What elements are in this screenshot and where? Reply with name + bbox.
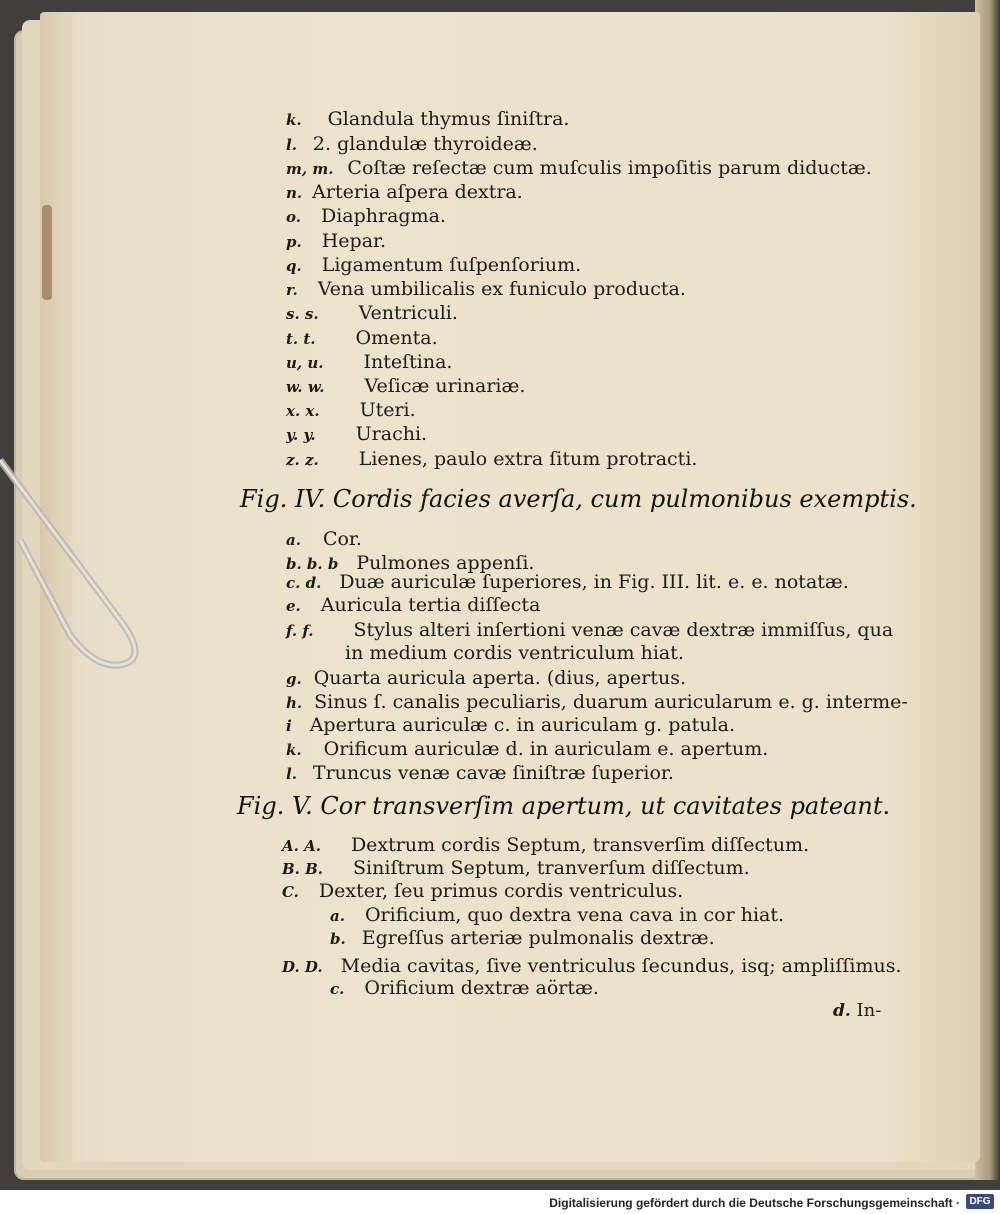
- entry-line: [286, 327, 438, 350]
- entry-line: [286, 423, 427, 446]
- entry-text: Cor.: [322, 528, 362, 550]
- entry-text: Orificum auriculæ d. in auriculam e. apertum.: [323, 738, 769, 760]
- entry-line: [286, 667, 686, 690]
- entry-label: l.: [286, 136, 297, 154]
- entry-text: Urachi.: [355, 423, 428, 445]
- dfg-logo: DFG: [966, 1194, 994, 1209]
- entry-label: s. s.: [286, 305, 319, 323]
- entry-line: [286, 399, 416, 422]
- entry-text: Uteri.: [359, 399, 416, 421]
- entry-text: Duæ auriculæ ſuperiores, in Fig. III. lit. e. e. notatæ.: [339, 571, 849, 593]
- entry-line: [286, 714, 735, 737]
- entry-text: Auricula tertia diſſecta: [320, 594, 541, 616]
- entry-text: Quarta auricula aperta. (dius, apertus.: [313, 667, 687, 689]
- entry-text: in medium cordis ventriculum hiat.: [345, 642, 684, 664]
- entry-label: e.: [286, 597, 301, 615]
- entry-label: B. B.: [282, 860, 324, 878]
- entry-line: [282, 857, 750, 880]
- entry-text: Stylus alteri inſertioni venæ cavæ dextræ immiſſus, qua: [353, 619, 894, 641]
- entry-label: f. f.: [286, 622, 314, 640]
- entry-text: Lienes, paulo extra ſitum protracti.: [358, 448, 698, 470]
- entry-label: k.: [286, 741, 302, 759]
- entry-line: [286, 528, 362, 551]
- entry-line: [286, 181, 523, 204]
- entry-text: Omenta.: [355, 327, 438, 349]
- entry-line: [286, 762, 674, 785]
- footer-bar: [0, 1190, 1000, 1214]
- entry-line: [286, 448, 697, 471]
- entry-line: [286, 594, 540, 617]
- entry-line: [330, 927, 715, 950]
- entry-text: Ventriculi.: [358, 302, 458, 324]
- entry-label: u, u.: [286, 354, 324, 372]
- footer-credit-text: Digitalisierung gefördert durch die Deutsche Forschungsgemeinschaft ·: [549, 1196, 960, 1210]
- entry-line: [286, 738, 768, 761]
- entry-text: Diaphragma.: [320, 205, 446, 227]
- entry-line: [286, 691, 908, 714]
- entry-line: [330, 977, 599, 1000]
- entry-label: t. t.: [286, 330, 316, 348]
- paper-clip-image: [0, 420, 170, 670]
- entry-text: Siniſtrum Septum, tranverſum diſſectum.: [353, 857, 750, 879]
- entry-label: r.: [286, 281, 298, 299]
- entry-line: [286, 205, 446, 228]
- entry-text: Pulmones appenſi.: [356, 552, 535, 574]
- entry-label: o.: [286, 208, 301, 226]
- page-stain: [42, 205, 52, 300]
- entry-text: Sinus ſ. canalis peculiaris, duarum auricularum e. g. interme-: [314, 691, 908, 713]
- entry-line: [345, 642, 684, 664]
- entry-line: [286, 375, 525, 398]
- entry-text: Apertura auriculæ c. in auriculam g. patula.: [309, 714, 735, 736]
- entry-line: [286, 254, 581, 277]
- catchword-label: d.: [833, 1001, 851, 1021]
- entry-label: z. z.: [286, 451, 319, 469]
- entry-line: [282, 834, 809, 857]
- entry-line: [282, 955, 902, 978]
- entry-text: Media cavitas, ſive ventriculus ſecundus, isq; ampliſſimus.: [340, 955, 902, 977]
- entry-label: c.: [330, 980, 345, 998]
- entry-label: D. D.: [282, 958, 323, 976]
- entry-text: Veſicæ urinariæ.: [364, 375, 526, 397]
- entry-line: [286, 351, 452, 374]
- entry-text: Truncus venæ cavæ ſiniſtræ ſuperior.: [312, 762, 674, 784]
- entry-line: [286, 619, 893, 642]
- entry-label: m, m.: [286, 160, 334, 178]
- entry-text: Egreſſus arteriæ pulmonalis dextræ.: [361, 927, 715, 949]
- entry-label: g.: [286, 670, 302, 688]
- entry-text: Orificium dextræ aörtæ.: [364, 977, 599, 999]
- entry-label: q.: [286, 257, 302, 275]
- entry-line: [286, 108, 569, 131]
- entry-text: Inteſtina.: [363, 351, 453, 373]
- entry-line: [286, 133, 538, 156]
- entry-line: [330, 904, 784, 927]
- entry-line: [286, 230, 386, 253]
- entry-line: [286, 302, 458, 325]
- catchword-text: In-: [856, 1000, 882, 1021]
- entry-text: Dextrum cordis Septum, transverſim diſſectum.: [350, 834, 810, 856]
- catchword: [833, 1000, 881, 1021]
- entry-label: b. b. b: [286, 555, 339, 573]
- entry-line: [286, 157, 872, 180]
- entry-line: [282, 880, 683, 903]
- entry-label: w. w.: [286, 378, 325, 396]
- entry-text: Hepar.: [321, 230, 387, 252]
- entry-label: C.: [282, 883, 299, 901]
- entry-label: i: [286, 717, 292, 735]
- entry-text: Arteria aſpera dextra.: [312, 181, 523, 203]
- entry-label: n.: [286, 184, 303, 202]
- entry-label: a.: [330, 907, 345, 925]
- entry-text: Vena umbilicalis ex funiculo producta.: [317, 278, 686, 300]
- entry-label: p.: [286, 233, 302, 251]
- entry-label: l.: [286, 765, 297, 783]
- entry-text: Ligamentum ſuſpenſorium.: [321, 254, 582, 276]
- heading-fig-v: Fig. V. Cor transverſim apertum, ut cavitates pateant.: [237, 792, 891, 820]
- entry-label: c. d.: [286, 574, 322, 592]
- entry-label: k.: [286, 111, 302, 129]
- entry-label: x. x.: [286, 402, 320, 420]
- entry-label: A. A.: [282, 837, 321, 855]
- entry-line: [286, 571, 849, 594]
- entry-label: b.: [330, 930, 346, 948]
- entry-label: h.: [286, 694, 303, 712]
- entry-text: 2. glandulæ thyroideæ.: [312, 133, 538, 155]
- heading-fig-iv: Fig. IV. Cordis facies averſa, cum pulmonibus exemptis.: [240, 485, 917, 513]
- entry-label: y. y.: [286, 426, 316, 444]
- entry-text: Orificium, quo dextra vena cava in cor hiat.: [364, 904, 785, 926]
- entry-text: Dexter, ſeu primus cordis ventriculus.: [318, 880, 684, 902]
- entry-text: Coſtæ reſectæ cum muſculis impoſitis parum diductæ.: [347, 157, 872, 179]
- entry-text: Glandula thymus ſiniſtra.: [327, 108, 570, 130]
- entry-line: [286, 278, 686, 301]
- entry-label: a.: [286, 531, 301, 549]
